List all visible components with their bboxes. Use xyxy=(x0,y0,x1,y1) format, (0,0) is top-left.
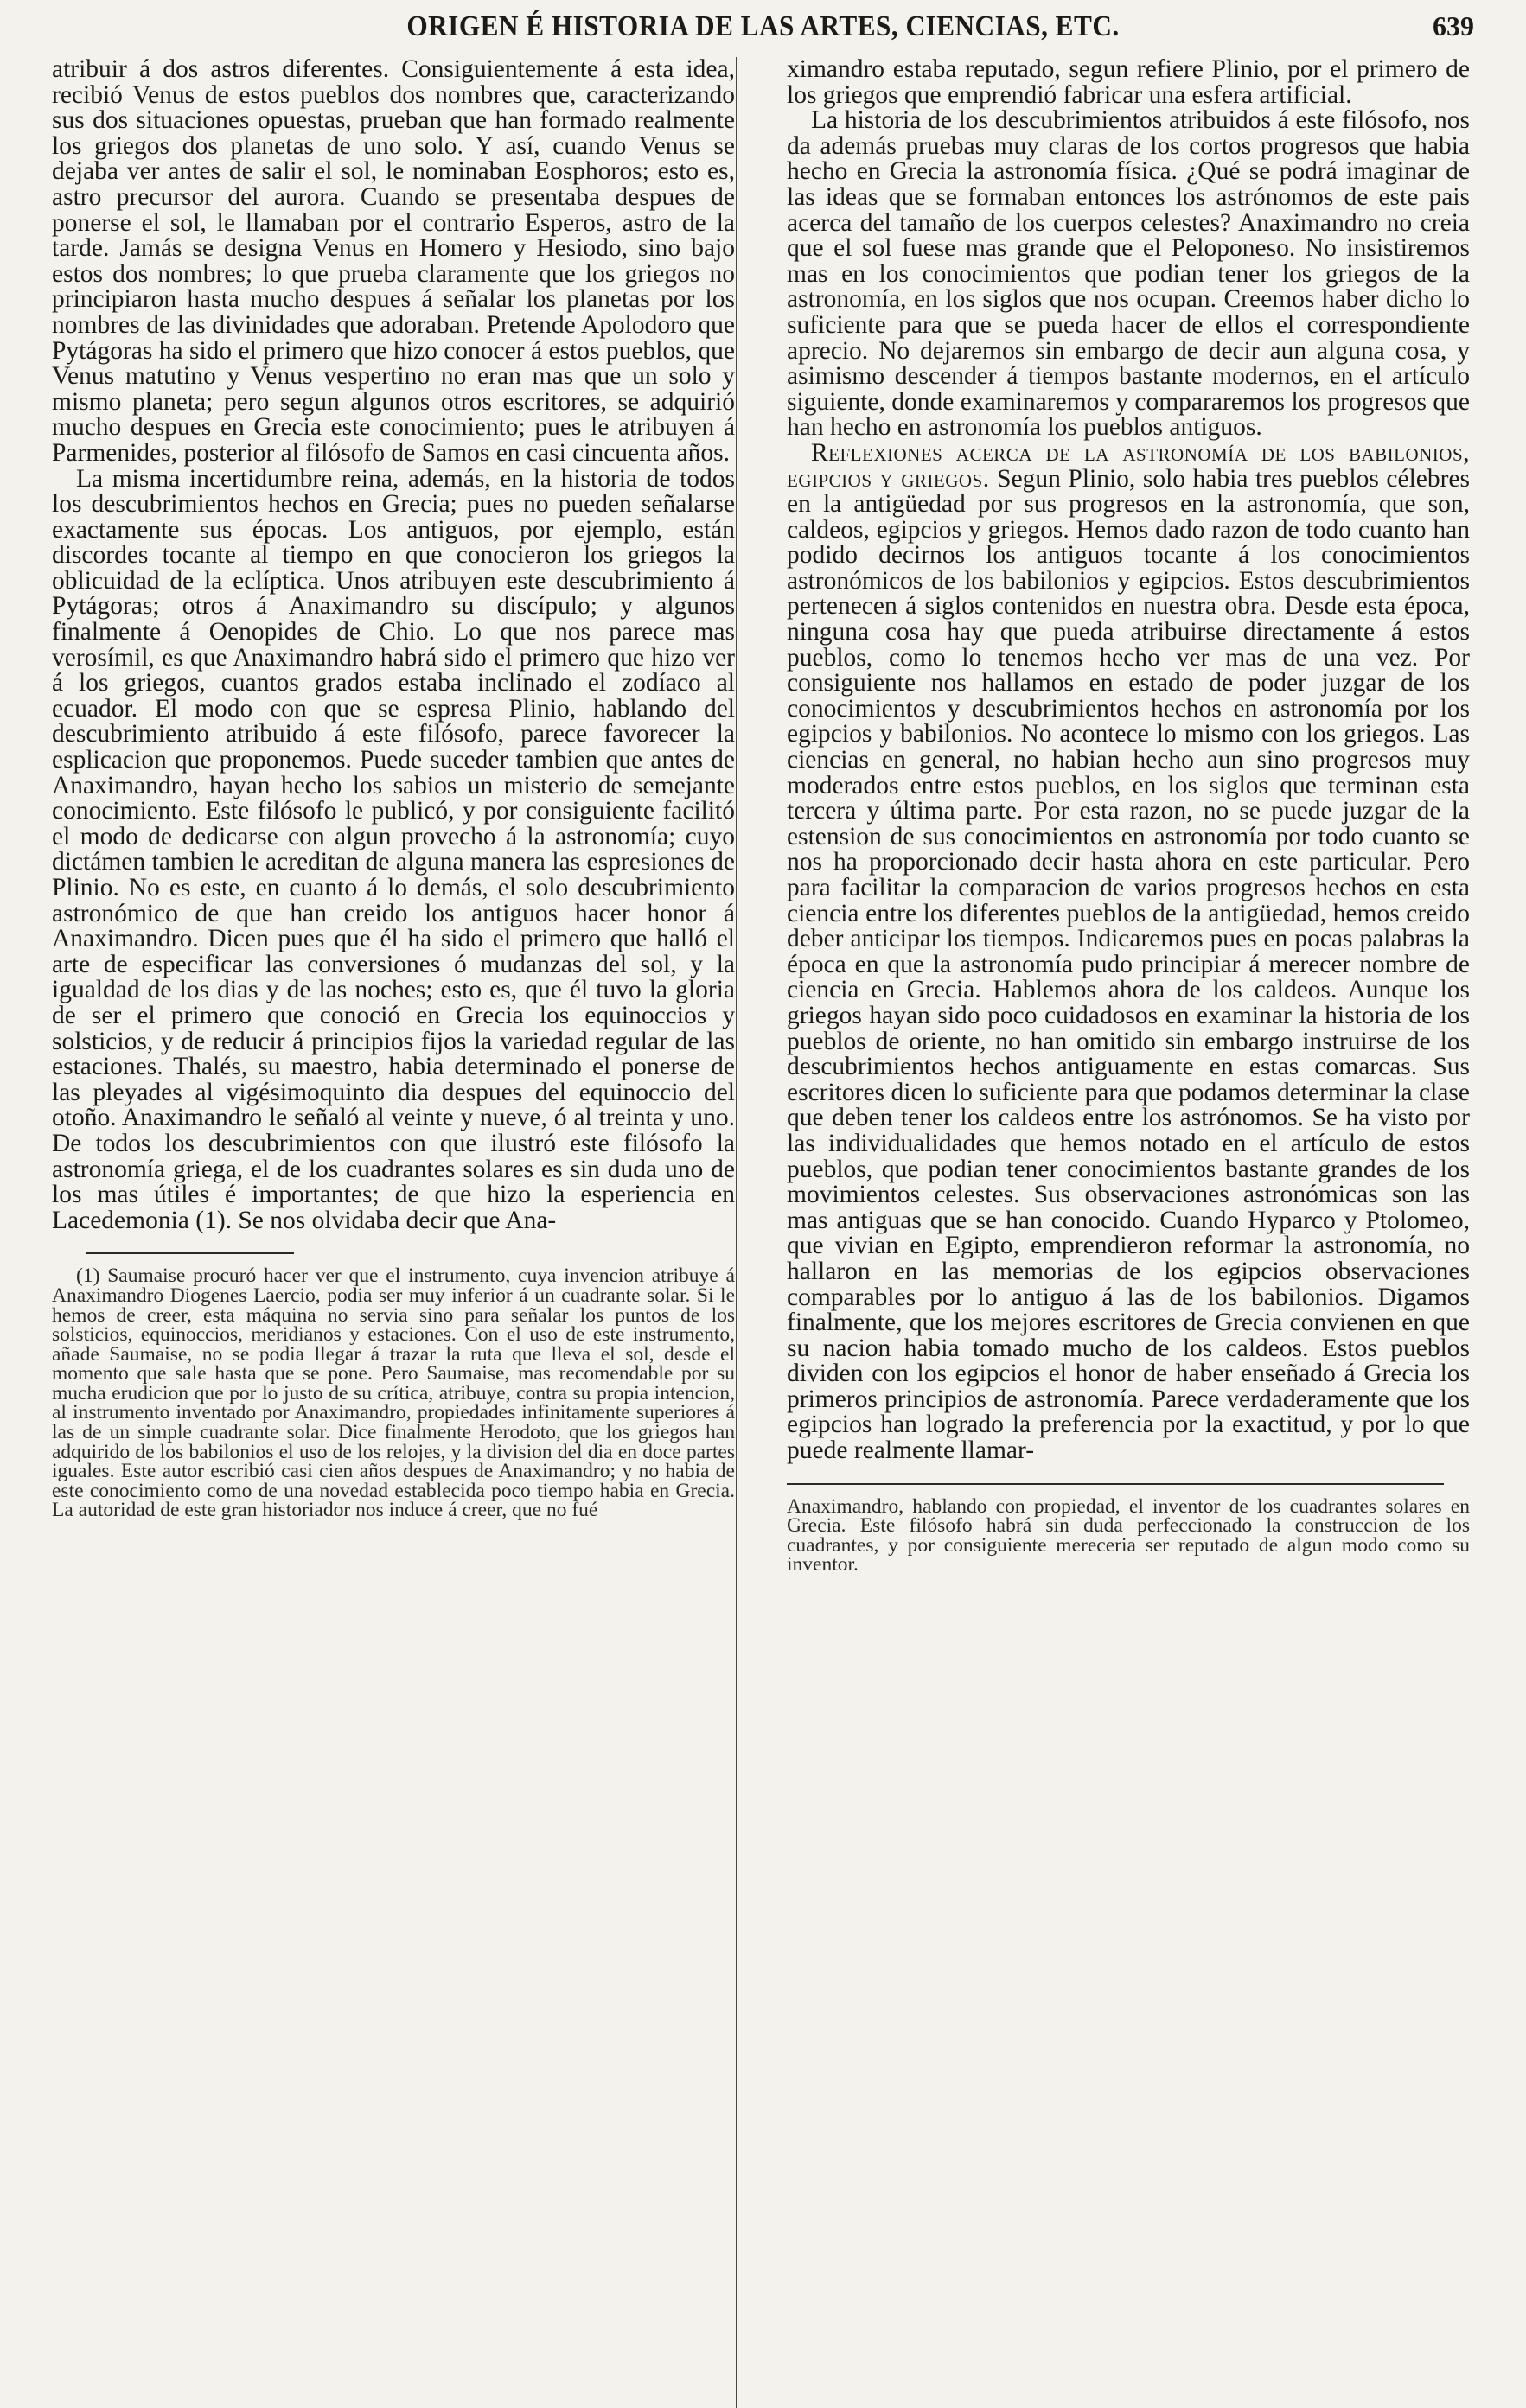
left-footnote-rule xyxy=(86,1252,294,1254)
column-divider xyxy=(736,57,737,2408)
right-footnote-text: Anaximandro, hablando con propiedad, el inventor de los cuadrantes solares en Grecia. Este filósofo habrá sin duda perfeccionado la construccion de los cuadrantes, y por consiguiente mereceria ser reputado de algun modo como su inventor. xyxy=(787,1494,1470,1577)
left-footnote-text: (1) Saumaise procuró hacer ver que el instrumento, cuya invencion atribuye á Anaximandro Diogenes Laercio, podia ser muy inferior á un cuadrante solar. Si le hemos de creer, esta máquina no servia sino para señalar los puntos de los solsticios, equinoccios, meridianos y estaciones. Con el uso de este instrumento, añade Saumaise, no se podia llegar á trazar la ruta que lleva el sol, desde el momento que sale hasta que se pone. Pero Saumaise, mas recomendable por su mucha erudicion que por lo justo de su crítica, atribuye, contra su propia intencion, al instrumento inventado por Anaximandro, propiedades infinitamente superiores á las de un simple cuadrante solar. Dice finalmente Herodoto, que los griegos han adquirido de los babilonios el uso de los relojes, y la division del dia en doce partes iguales. Este autor escribió casi cien años despues de Anaximandro; y no habia de este conocimiento como de una novedad establecida poco tiempo habia en Grecia. La autoridad de este gran historiador nos induce á creer, que no fué xyxy=(52,1265,735,1522)
page-number: 639 xyxy=(1433,10,1474,41)
section-heading: Reflexiones acerca de la astronomía de los babilonios, egipcios y griegos. xyxy=(787,438,1470,493)
left-paragraph-2: La misma incertidumbre reina, además, en la historia de todos los descubrimientos hechos en Grecia; pues no pueden señalarse exactamente sus épocas. Los antiguos, por ejemplo, están discordes tocante al tiempo en que conocieron los griegos la oblicuidad de la eclíptica. Unos atribuyen este descubrimiento á Pytágoras; otros á Anaximandro su discípulo; y algunos finalmente á Oenopides de Chio. Lo que nos parece mas verosímil, es que Anaximandro habrá sido el primero que hizo ver á los griegos, cuantos grados estaba inclinado el zodíaco al ecuador. El modo con que se espresa Plinio, hablando del descubrimiento atribuido á este filósofo, parece favorecer la esplicacion que proponemos. Puede suceder tambien que antes de Anaximandro, hayan hecho los sabios un misterio de semejante conocimiento. Este filósofo le publicó, y por consiguiente facilitó el modo de dedicarse con algun provecho á la astronomía; cuyo dictámen tambien le acreditan de alguna manera las espresiones de Plinio. No es este, en cuanto á lo demás, el solo descubrimiento astronómico de que han creido los antiguos hacer honor á Anaximandro. Dicen pues que él ha sido el primero que halló el arte de especificar las conversiones ó mudanzas del sol, y la igualdad de los dias y de las noches; esto es, que él tuvo la gloria de ser el primero que conoció en Grecia los equinoccios y solsticios, y de reducir á principios fijos la variedad regular de las estaciones. Thalés, su maestro, habia determinado el ponerse de las pleyades al vigésimoquinto dia despues del equinoccio del otoño. Anaximandro le señaló al veinte y nueve, ó al treinta y uno. De todos los descubrimientos con que ilustró este filósofo la astronomía griega, el de los cuadrantes solares es sin duda uno de los mas útiles é importantes; de que hizo la esperiencia en Lacedemonia (1). Se nos olvidaba decir que Ana- xyxy=(52,464,735,1234)
right-body-text xyxy=(787,57,1470,1464)
right-column xyxy=(787,57,1470,1575)
left-column xyxy=(52,57,735,1520)
left-body-text xyxy=(52,57,735,1233)
right-paragraph-3-text: Segun Plinio, solo habia tres pueblos célebres en la antigüedad por sus progresos en la astronomía, que son, caldeos, egipcios y griegos. Hemos dado razon de todo cuanto han podido decirnos los antiguos tocante á los conocimientos astronómicos de los babilonios y egipcios. Estos descubrimientos pertenecen á siglos contenidos en nuestra obra. Desde esta época, ninguna cosa hay que pueda atribuirse directamente á estos pueblos, como lo tenemos hecho ver mas de una vez. Por consiguiente nos hallamos en estado de poder juzgar de los conocimientos y descubrimientos hechos en astronomía por los egipcios y babilonios. No acontece lo mismo con los griegos. Las ciencias en general, no habian hecho aun sino progresos muy moderados entre estos pueblos, en los siglos que terminan esta tercera y última parte. Por esta razon, no se puede juzgar de la estension de sus conocimientos en astronomía por todo cuanto se nos ha proporcionado decir hasta ahora en este particular. Pero para facilitar la comparacion de varios progresos hechos en esta ciencia entre los diferentes pueblos de la antigüedad, hemos creido deber anticipar los tiempos. Indicaremos pues en pocas palabras la época en que la astronomía pudo principiar á merecer nombre de ciencia en Grecia. Hablemos ahora de los caldeos. Aunque los griegos hayan sido poco cuidadosos en examinar la historia de los pueblos de oriente, no han omitido sin embargo instruirse de los descubrimientos hechos antiguamente en estas comarcas. Sus escritores dicen lo suficiente para que podamos determinar la clase que deben tener los caldeos entre los astrónomos. Se ha visto por las individualidades que hemos notado en el artículo de estos pueblos, que podian tener conocimientos bastante grandes de los movimientos celestes. Sus observaciones astronómicas son las mas antiguas que se han conocido. Cuando Hyparco y Ptolomeo, que vivian en Egipto, emprendieron reformar la astronomía, no hallaron en las memorias de los egipcios observaciones comparables por lo antiguo á las de los babilonios. Digamos finalmente, que los mejores escritores de Grecia convienen en que su nacion habia tomado mucho de los caldeos. Estos pueblos dividen con los egipcios el honor de haber enseñado á Grecia los primeros principios de astronomía. Parece verdaderamente que los egipcios han logrado la preferencia por la exactitud, y por lo que puede realmente llamar- xyxy=(787,464,1470,1465)
right-paragraph-1: ximandro estaba reputado, segun refiere Plinio, por el primero de los griegos que emprendió fabricar una esfera artificial. xyxy=(787,55,1470,109)
right-paragraph-3 xyxy=(787,438,1470,1465)
page-header xyxy=(52,10,1474,48)
right-footnote-rule xyxy=(787,1483,1444,1485)
left-paragraph-1: atribuir á dos astros diferentes. Consiguientemente á esta idea, recibió Venus de estos pueblos dos nombres que, caracterizando sus dos situaciones opuestas, prueban que han formado realmente los griegos dos planetas de uno solo. Y así, cuando Venus se dejaba ver antes de salir el sol, le nominaban Eosphoros; esto es, astro precursor del aurora. Cuando se presentaba despues de ponerse el sol, le llamaban por el contrario Esperos, astro de la tarde. Jamás se designa Venus en Homero y Hesiodo, sino bajo estos dos nombres; lo que prueba claramente que los griegos no principiaron hasta mucho despues á señalar los planetas por los nombres de las divinidades que adoraban. Pretende Apolodoro que Pytágoras ha sido el primero que hizo conocer á estos pueblos, que Venus matutino y Venus vespertino no eran mas que un solo y mismo planeta; pero segun algunos otros escritores, se adquirió mucho despues en Grecia este conocimiento; pues le atribuyen á Parmenides, posterior al filósofo de Samos en casi cincuenta años. xyxy=(52,55,735,467)
running-title: ORIGEN É HISTORIA DE LAS ARTES, CIENCIAS, ETC. xyxy=(406,10,1120,42)
left-footnote xyxy=(52,1266,735,1520)
right-footnote xyxy=(787,1494,1470,1577)
right-paragraph-2: La historia de los descubrimientos atribuidos á este filósofo, nos da además pruebas muy claras de los cortos progresos que habia hecho en Grecia la astronomía física. ¿Qué se podrá imaginar de las ideas que se formaban entonces los astrónomos de este pais acerca del tamaño de los cuerpos celestes? Anaximandro no creia que el sol fuese mas grande que el Peloponeso. No insistiremos mas en los conocimientos que podian tener los griegos de la astronomía, en los siglos que nos ocupan. Creemos haber dicho lo suficiente para que se pueda hacer de ellos el correspondiente aprecio. No dejaremos sin embargo de decir aun alguna cosa, y asimismo descender á tiempos bastante modernos, en el artículo siguiente, donde examinaremos y compararemos los progresos que han hecho en astronomía los pueblos antiguos. xyxy=(787,106,1470,442)
